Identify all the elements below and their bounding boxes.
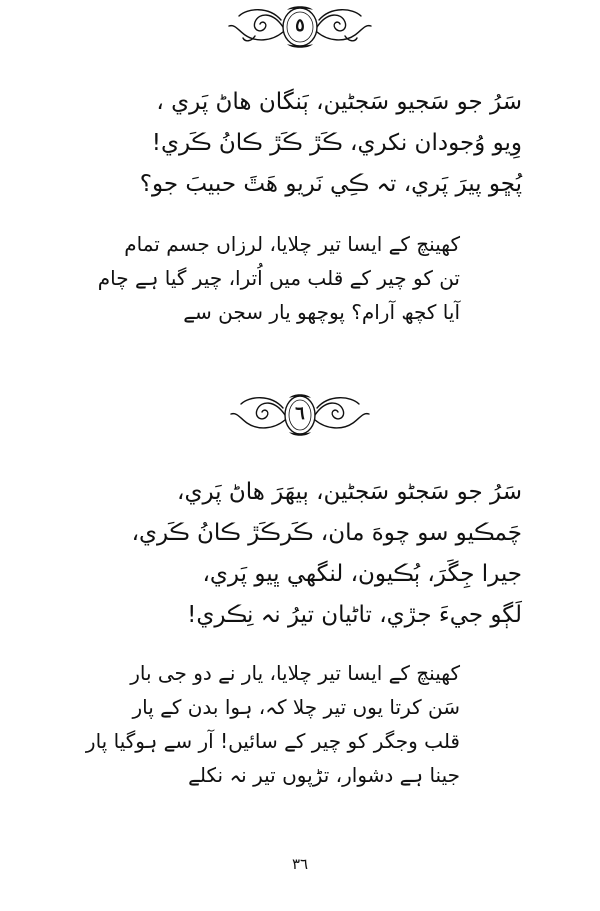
verse-line: لَڳو جيءَ جڙي، تاڻيان تيرُ نہ نِڪري!	[187, 602, 522, 628]
translation-line: قلب وجگر کو چیر کے سائیں! آر سے ہوگیا پار	[85, 729, 460, 753]
translation-line: جینا ہے دشوار، تڑپوں تیر نہ نکلے	[188, 763, 460, 787]
translation-line: آیا کچھ آرام؟ پوچھو یار سجن سے	[183, 300, 460, 324]
verse-line: سَرُ جو سَجڻو سَجڻين، ٻيهَرَ هاڻ پَري،	[177, 479, 522, 505]
verse-line: پُڇو پيرَ پَري، تہ ڪِي نَريو هَٿَ حبيبَ جو؟	[139, 171, 522, 197]
sindhi-verse-5	[62, 82, 522, 205]
sindhi-verse-6	[62, 472, 522, 636]
translation-line: کھینچ کے ایسا تیر چلایا، لرزاں جسم تمام	[124, 232, 460, 256]
verse-line: سَرُ جو سَجيو سَجڻين، ٻَنگان هاڻ پَري ،	[156, 89, 522, 115]
translation-line: تن کو چیر کے قلب میں اُترا، چیر گیا ہے چام	[97, 266, 460, 290]
section-number: ٥	[295, 15, 305, 36]
verse-line: جيرا جِگَرَ، ٻُڪيون، لنگهي ڀيو پَري،	[202, 561, 522, 587]
urdu-translation-5	[97, 227, 460, 329]
page-number: ٣٦	[291, 855, 309, 873]
verse-line: چَمڪيو سو چوهَ مان، ڪَرڪَڙ ڪانُ ڪَري،	[131, 520, 522, 546]
translation-line: کھینچ کے ایسا تیر چلایا، یار نے دو جی بار	[130, 661, 460, 685]
verse-line: وِيو وُجودان نکري، ڪَڙ ڪَڙ ڪانُ ڪَري!	[151, 130, 522, 156]
section-number: ٦	[295, 403, 305, 424]
section-ornament	[225, 2, 375, 52]
section-ornament	[225, 390, 375, 440]
translation-line: سَن کرتا یوں تیر چلا کہ، ہوا بدن کے پار	[132, 695, 460, 719]
urdu-translation-6	[85, 656, 460, 792]
